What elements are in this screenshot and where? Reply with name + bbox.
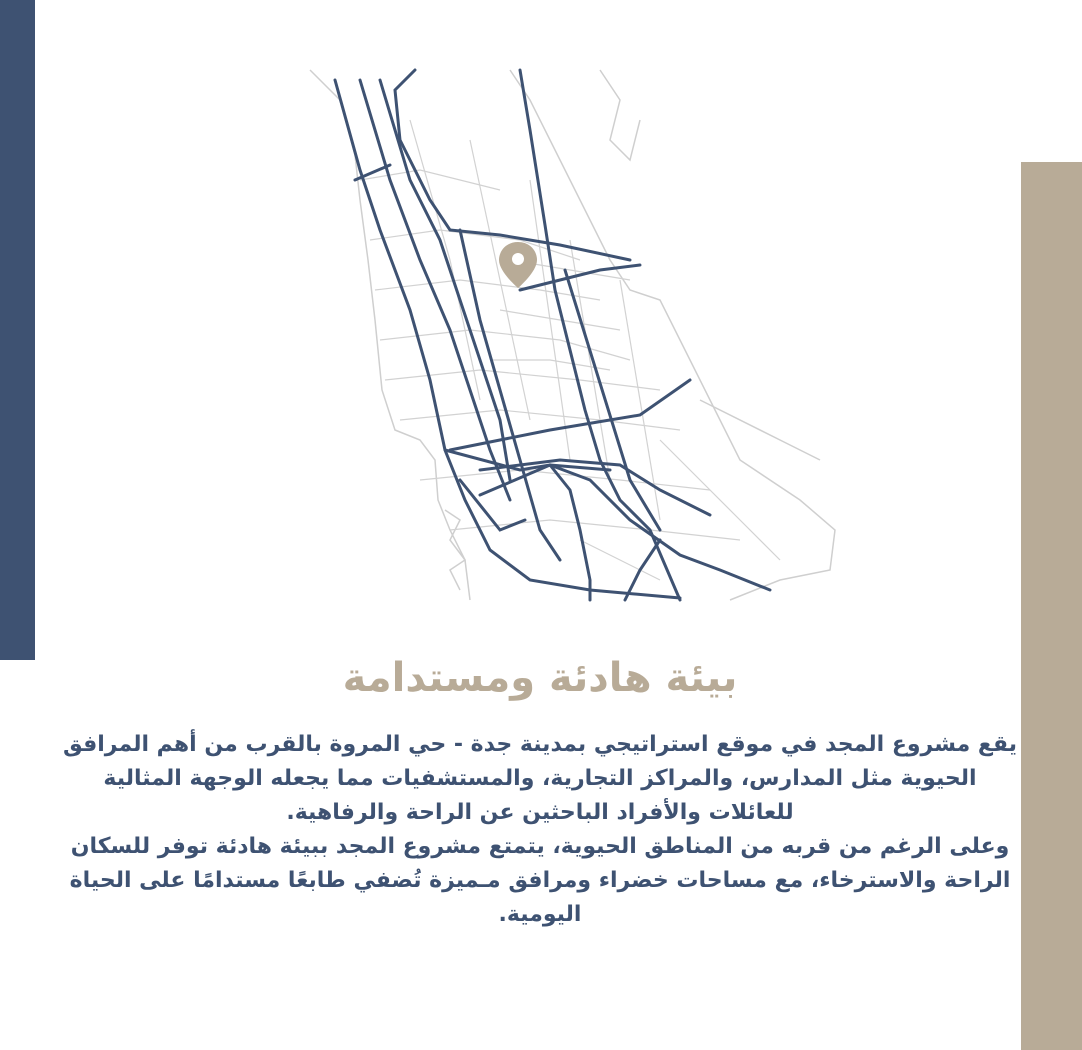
section-title: بيئة هادئة ومستدامة: [342, 655, 738, 701]
paragraph-location: يقع مشروع المجد في موقع استراتيجي بمدينة جدة - حي المروة بالقرب من أهم المرافق الحيوية مثل المدارس، والمراكز التجارية، والمستشفيات مما يجعله الوجهة المثالية للعائلات والأفراد الباحثين عن الراحة والرفاهية.: [63, 732, 1017, 825]
location-pin-icon: [499, 242, 537, 288]
right-accent-bar: [1021, 162, 1082, 1050]
paragraph-environment: وعلى الرغم من قربه من المناطق الحيوية، يتمتع مشروع المجد ببيئة هادئة توفر للسكان الراحة والاسترخاء، مع مساحات خضراء ومرافق مـميزة تُضفي طابعًا مستدامًا على الحياة اليومية.: [69, 834, 1011, 927]
left-accent-bar: [0, 0, 35, 660]
coastline: [310, 70, 835, 600]
jeddah-map: [300, 60, 850, 610]
description: [60, 728, 1020, 932]
